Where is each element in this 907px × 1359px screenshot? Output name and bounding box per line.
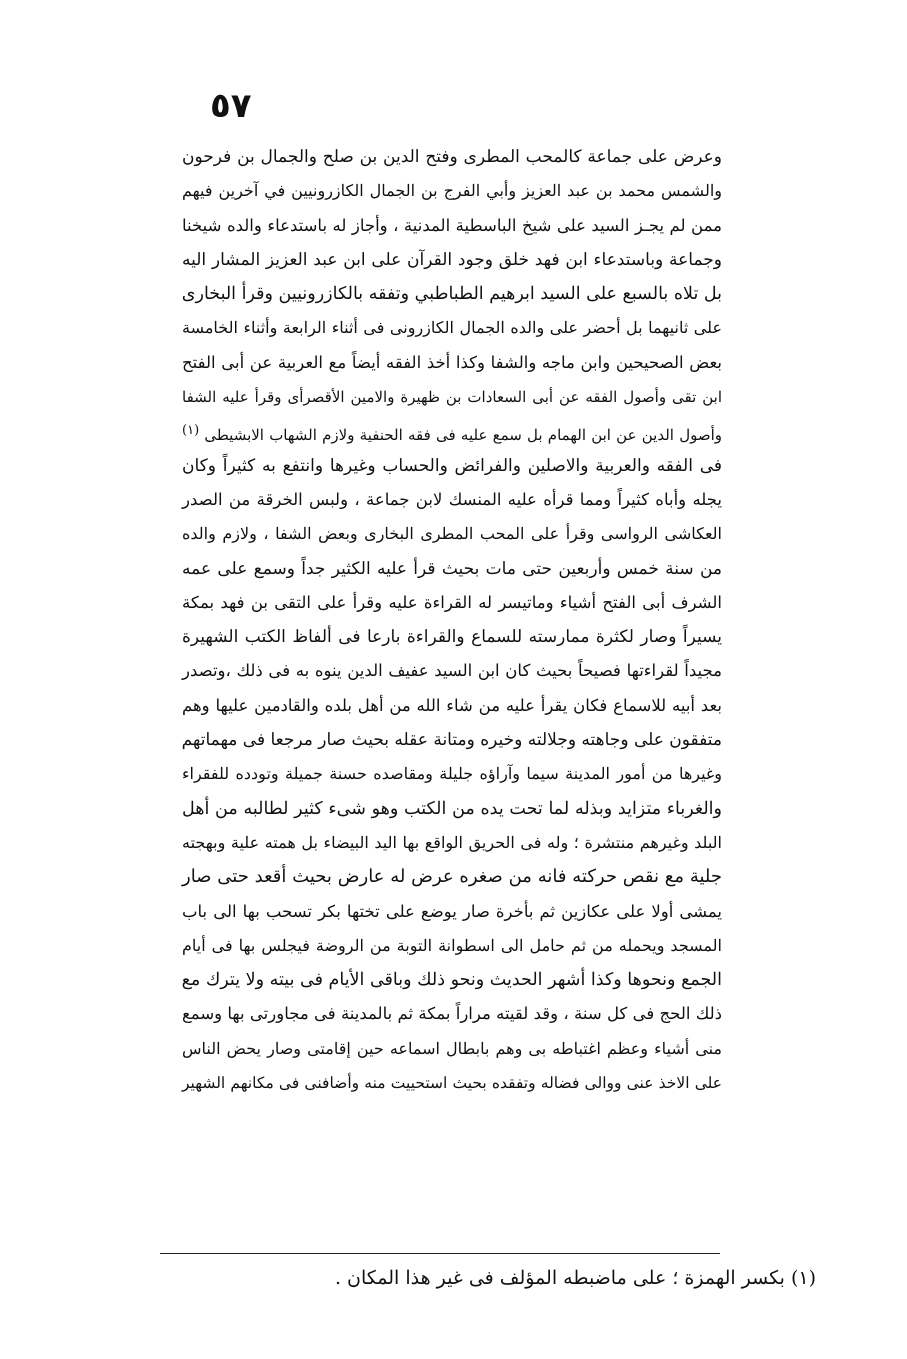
text-line: وعرض على جماعة كالمحب المطرى وفتح الدين بن صلح والجمال بن فرحون	[182, 147, 722, 167]
footnote: (١) بكسر الهمزة ؛ على ماضبطه المؤلف فى غير هذا المكان .	[334, 1267, 816, 1289]
text-line-with-footnote	[182, 414, 722, 448]
text-line: البلد وغيرهم منتشرة ؛ وله فى الحريق الواقع بها اليد البيضاء بل همته علية وبهجته	[182, 832, 722, 852]
text-line: وغيرها من أمور المدينة سيما وآراؤه جليلة ومقاصده حسنة جميلة وتودده للفقراء	[182, 764, 722, 784]
text-line: الجمع ونحوها وكذا أشهر الحديث ونحو ذلك وباقى الأيام فى بيته ولا يترك مع	[181, 970, 722, 991]
text-line: والغرباء متزايد وبذله لما تحت يده من الكتب وهو شىء كثير لطالبه من أهل	[182, 798, 722, 819]
text-line: على الاخذ عنى ووالى فضاله وتفقده بحيث استحييت منه وأضافنى فى مكانهم الشهير	[182, 1074, 722, 1093]
text-line: يسيراً وصار لكثرة ممارسته للسماع والقراءة بارعا فى ألفاظ الكتب الشهيرة	[182, 627, 722, 648]
text-line: مجيداً لقراءتها فصيحاً بحيث كان ابن السيد عفيف الدين ينوه به فى ذلك ،وتصدر	[182, 661, 722, 681]
footnote-marker: (١)	[182, 423, 200, 439]
text-line: يجله وأباه كثيراً ومما قرأه عليه المنسك لابن جماعة ، ولبس الخرقة من الصدر	[182, 489, 722, 509]
page-number: ٥٧	[210, 86, 252, 126]
footnote-divider	[160, 1253, 720, 1254]
text-line: والشمس محمد بن عبد العزيز وأبي الفرج بن الجمال الكازرونيين في آخرين فيهم	[182, 181, 722, 201]
text-line: ابن تقى وأصول الفقه عن أبى السعادات بن ظهيرة والامين الأقصرأى وقرأ عليه الشفا	[182, 388, 722, 407]
text-line: منى أشياء وعظم اغتباطه بى وهم بابطال اسماعه حين إقامتى وصار يحض الناس	[182, 1038, 722, 1058]
text-line: بل تلاه بالسبع على السيد ابرهيم الطباطبي وتفقه بالكازرونيين وقرأ البخارى	[181, 284, 722, 305]
text-line: وجماعة وباستدعاء ابن فهد خلق وجود القرآن على ابن عبد العزيز المشار اليه	[182, 249, 722, 270]
text-line: بعض الصحيحين وابن ماجه والشفا وكذا أخذ الفقه أيضاً مع العربية عن أبى الفتح	[182, 352, 722, 372]
text-line: فى الفقه والعربية والاصلين والفرائض والحساب وغيرها وانتفع به كثيراً وكان	[182, 455, 722, 476]
text-line: وأصول الدين عن ابن الهمام بل سمع عليه فى فقه الحنفية ولازم الشهاب الابشيطى	[204, 426, 722, 445]
text-line: متفقون على وجاهته وجلالته وخيره ومتانة عقله بحيث صار مرجعا فى مهماتهم	[181, 730, 722, 751]
text-line: جلية مع نقص حركته فانه من صغره عرض له عارض بحيث أقعد حتى صار	[182, 866, 722, 888]
text-line: من سنة خمس وأربعين حتى مات بحيث قرأ عليه الكثير جداً وسمع على عمه	[182, 558, 722, 579]
text-line: على ثانيهما بل أحضر على والده الجمال الكازرونى فى أثناء الرابعة وأثناء الخامسة	[182, 318, 722, 338]
text-line: ممن لم يجـز السيد على شيخ الباسطية المدنية ، وأجاز له باستدعاء والده شيخنا	[182, 215, 722, 235]
text-line: بعد أبيه للاسماع فكان يقرأ عليه من شاء الله من أهل بلده والقادمين عليها وهم	[182, 695, 722, 715]
text-line: الشرف أبى الفتح أشياء وماتيسر له القراءة عليه وقرأ على التقى بن فهد بمكة	[182, 592, 722, 612]
text-line: ذلك الحج فى كل سنة ، وقد لقيته مراراً بمكة ثم بالمدينة فى مجاورتى بها وسمع	[182, 1004, 722, 1024]
main-text-block	[182, 140, 722, 1100]
text-line: يمشى أولا على عكازين ثم بأخرة صار يوضع على تختها بكر تسحب بها الى باب	[182, 901, 722, 921]
text-line: المسجد ويحمله من ثم حامل الى اسطوانة التوبة من الروضة فيجلس بها فى أيام	[182, 935, 722, 955]
text-line: العكاشى الرواسى وقرأ على المحب المطرى البخارى وبعض الشفا ، ولازم والده	[182, 524, 722, 544]
